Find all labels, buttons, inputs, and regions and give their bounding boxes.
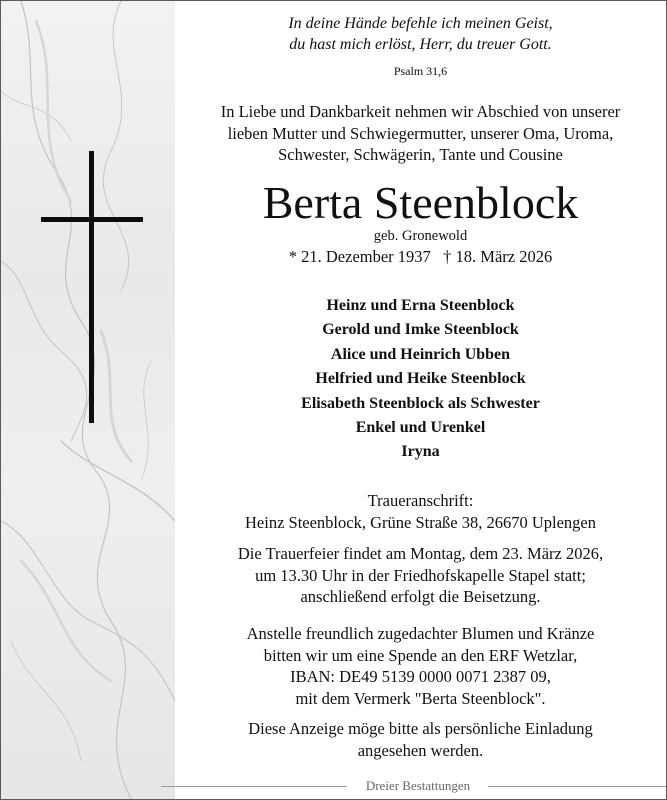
address-label: Traueranschrift:	[367, 491, 474, 510]
footer	[1, 778, 666, 794]
cross-horizontal-bar	[41, 217, 143, 222]
mourner-item: Helfried und Heike Steenblock	[315, 370, 526, 388]
verse-line-1: In deine Hände befehle ich meinen Geist,	[288, 15, 553, 32]
deceased-name: Berta Steenblock	[262, 177, 579, 228]
mourner-item: Elisabeth Steenblock als Schwester	[301, 394, 540, 412]
mourner-item: Gerold und Imke Steenblock	[322, 321, 519, 339]
notice-content	[175, 1, 666, 799]
mourner-item: Enkel und Urenkel	[355, 419, 486, 437]
donation-line-4: mit dem Vermerk "Berta Steenblock".	[295, 688, 546, 708]
maiden-name: geb. Gronewold	[373, 228, 468, 244]
bible-verse	[175, 13, 666, 55]
donation-info	[175, 623, 666, 709]
life-dates: * 21. Dezember 1937 † 18. März 2026	[288, 247, 553, 266]
intro-line-3: Schwester, Schwägerin, Tante und Cousine	[278, 145, 563, 164]
funeral-line-3: anschließend erfolgt die Beisetzung.	[300, 587, 541, 606]
mourner-item: Iryna	[401, 443, 440, 461]
mourner-item: Alice und Heinrich Ubben	[330, 345, 511, 363]
closing-note	[175, 718, 666, 761]
marble-veins	[1, 1, 175, 799]
verse-line-2: du hast mich erlöst, Herr, du treuer Gott.	[289, 36, 552, 53]
donation-iban: IBAN: DE49 5139 0000 0071 2387 09,	[290, 667, 551, 686]
footer-rule-right	[488, 786, 666, 787]
address-value: Heinz Steenblock, Grüne Straße 38, 26670 Uplengen	[245, 512, 596, 532]
donation-line-1: Anstelle freundlich zugedachter Blumen und Kränze	[246, 624, 595, 643]
marble-panel	[1, 1, 175, 799]
intro-text	[175, 101, 666, 166]
mourners-list	[175, 294, 666, 465]
intro-line-1: In Liebe und Dankbarkeit nehmen wir Abschied von unserer	[220, 102, 621, 121]
funeral-line-2: um 13.30 Uhr in der Friedhofskapelle Stapel statt;	[255, 565, 586, 585]
intro-line-2: lieben Mutter und Schwiegermutter, unserer Oma, Uroma,	[227, 123, 614, 143]
undertaker-name: Dreier Bestattungen	[365, 778, 471, 793]
mourning-address	[175, 490, 666, 533]
cross-vertical-bar	[89, 151, 94, 423]
funeral-line-1: Die Trauerfeier findet am Montag, dem 23. März 2026,	[237, 544, 604, 563]
footer-rule-left	[161, 786, 347, 787]
closing-line-1: Diese Anzeige möge bitte als persönliche Einladung	[248, 719, 593, 738]
donation-line-2: bitten wir um eine Spende an den ERF Wetzlar,	[263, 645, 578, 665]
funeral-info	[175, 543, 666, 608]
closing-line-2: angesehen werden.	[357, 740, 484, 760]
mourner-item: Heinz und Erna Steenblock	[326, 297, 515, 314]
verse-reference: Psalm 31,6	[393, 64, 448, 78]
